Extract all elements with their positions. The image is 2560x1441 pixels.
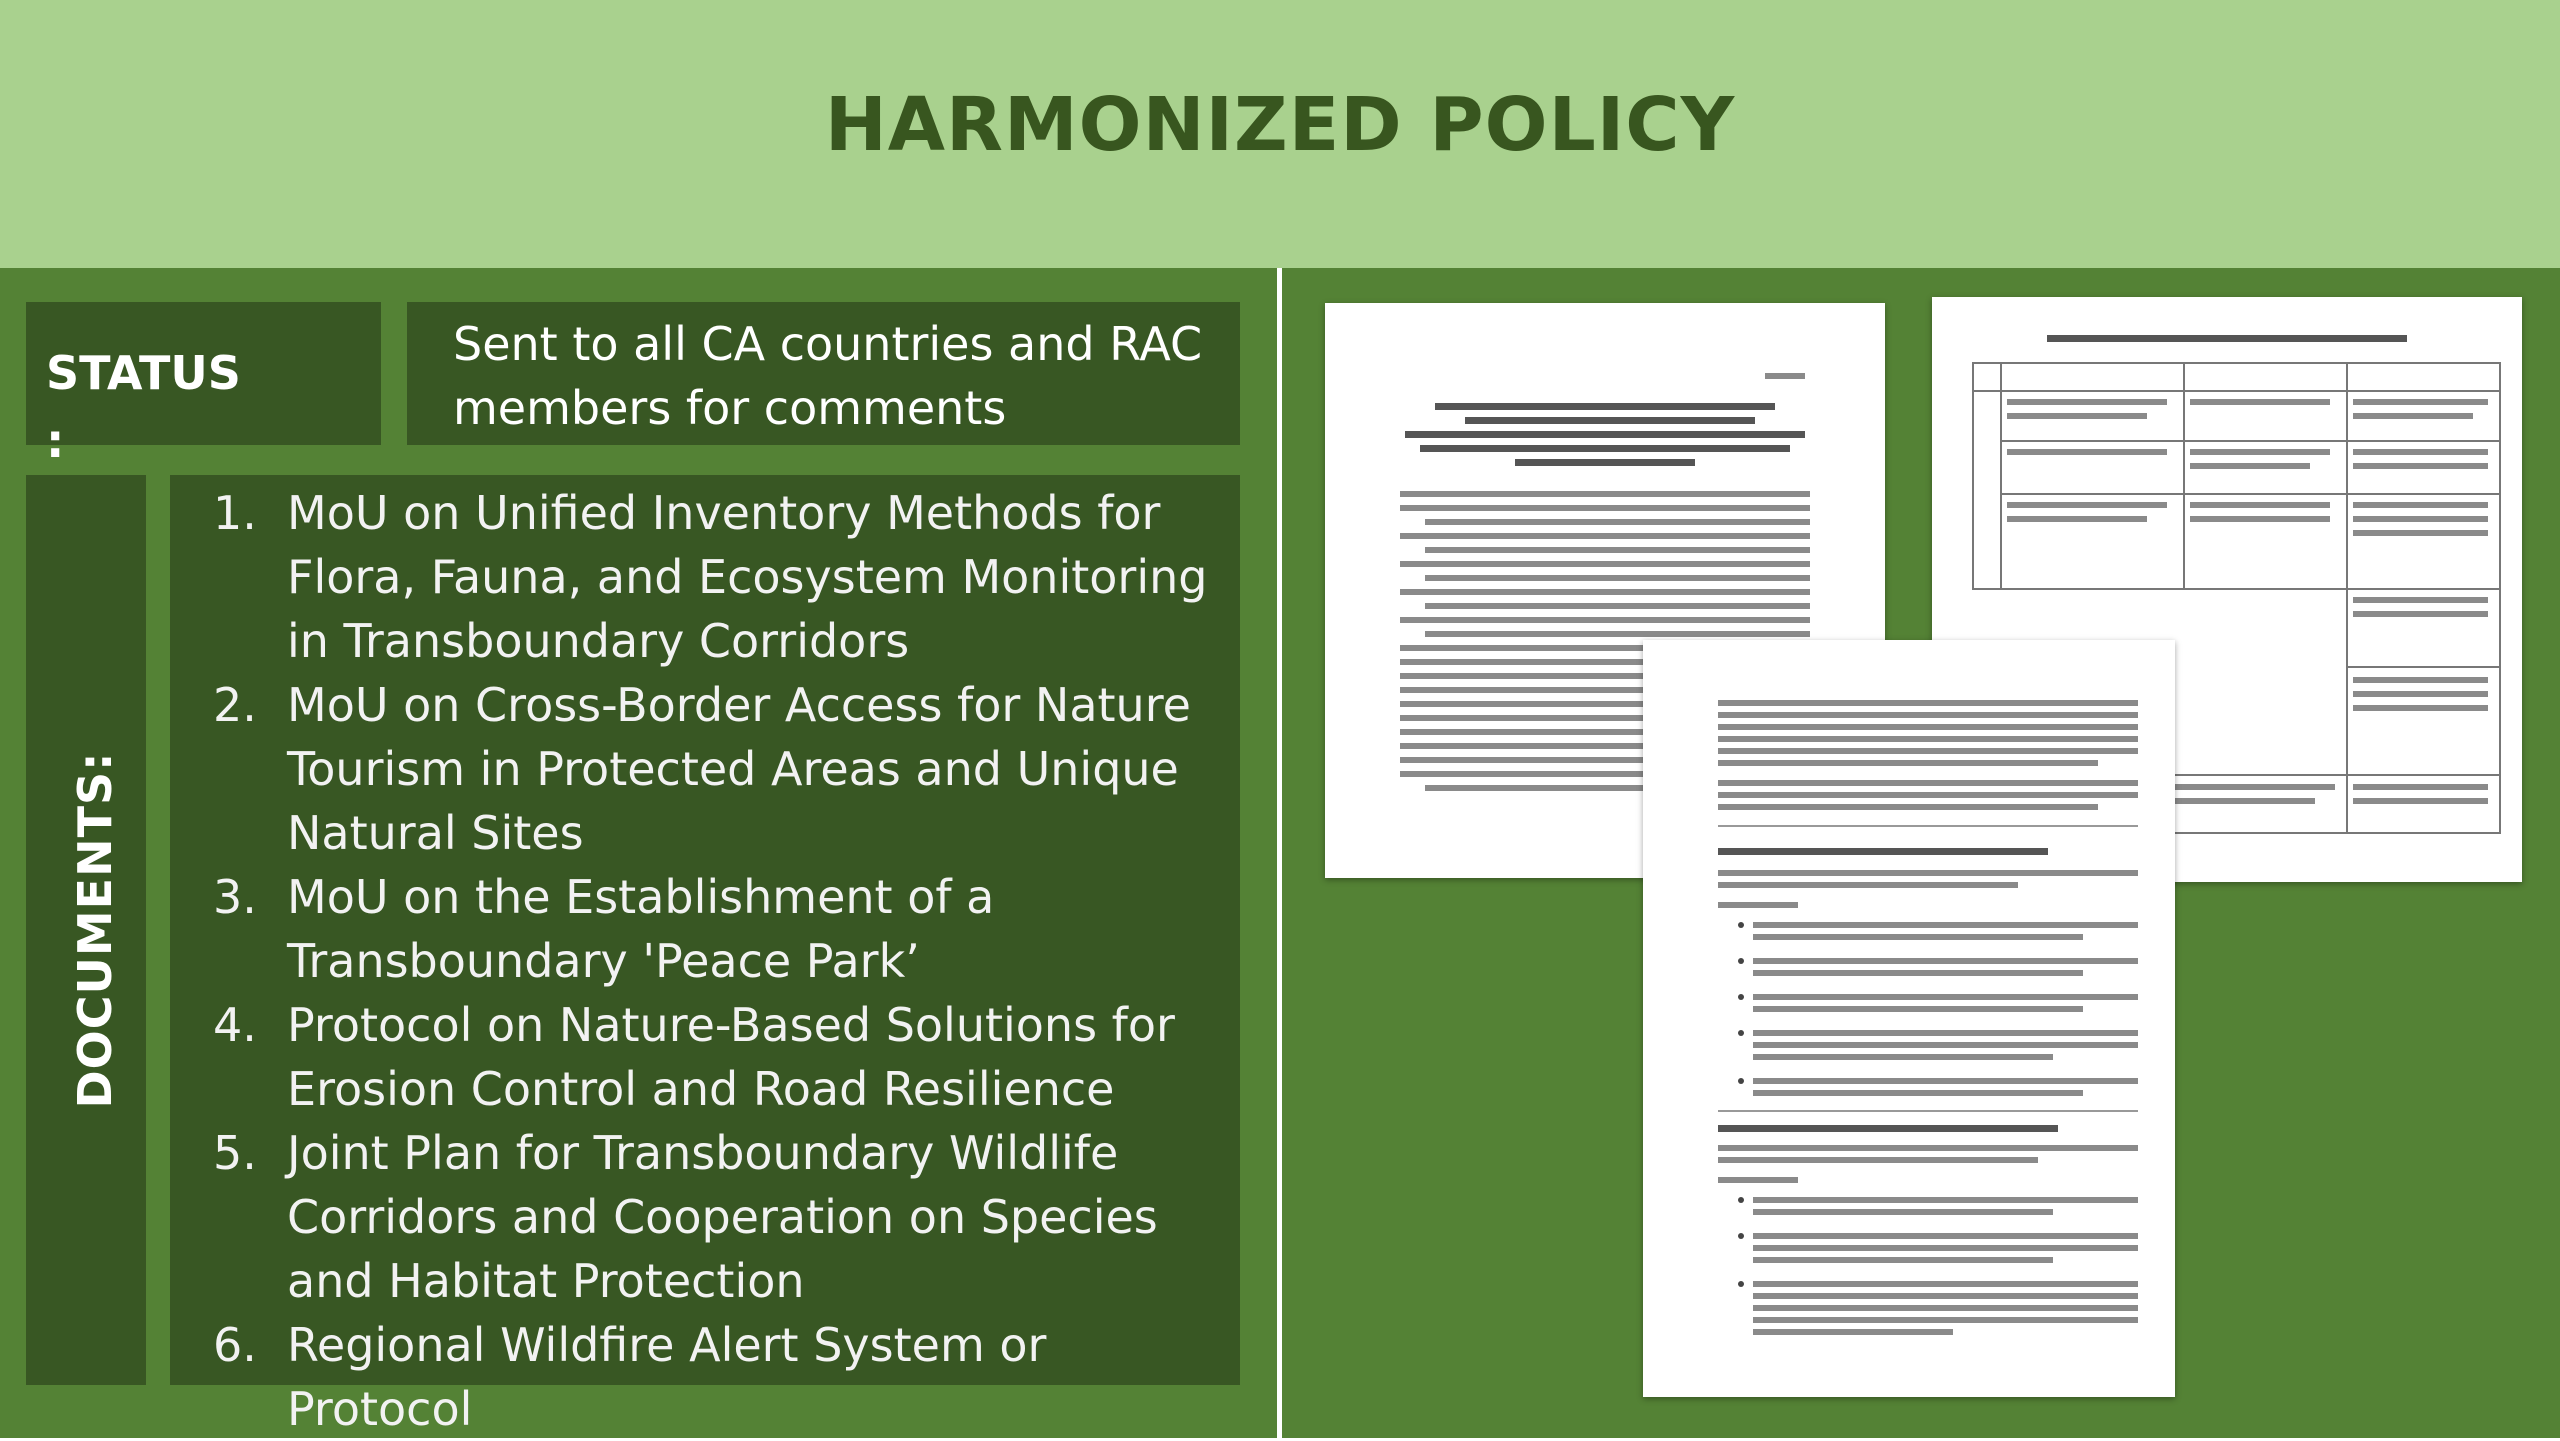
list-item-text: MoU on Cross-Border Access for Nature Tourism in Protected Areas and Unique Natural Sites [287,678,1191,860]
list-item [213,1313,1223,1441]
list-item-number: 2. [213,678,257,732]
status-colon: : [46,414,65,468]
document-thumbnail-analysis [1643,640,2175,1397]
list-item-number: 5. [213,1126,257,1180]
list-item-text: MoU on the Establishment of a Transboundary 'Peace Park’ [287,870,995,988]
list-item [213,865,1223,993]
page-title: HARMONIZED POLICY [824,82,1736,168]
status-label-box [26,302,381,445]
list-item-text: Protocol on Nature-Based Solutions for Erosion Control and Road Resilience [287,998,1175,1116]
list-item-number: 6. [213,1318,257,1372]
list-item-text: MoU on Unified Inventory Methods for Flora, Fauna, and Ecosystem Monitoring in Transboundary Corridors [287,486,1208,668]
status-label: STATUS [46,346,241,400]
list-item [213,481,1223,673]
list-item [213,1121,1223,1313]
list-item-text: Regional Wildfire Alert System or Protocol [287,1318,1047,1436]
status-text-box [407,302,1240,445]
list-item-number: 3. [213,870,257,924]
list-item [213,993,1223,1121]
list-item-text: Joint Plan for Transboundary Wildlife Corridors and Cooperation on Species and Habitat Protection [287,1126,1158,1308]
status-text: Sent to all CA countries and RAC members for comments [453,317,1203,435]
documents-label: DOCUMENTS: [68,751,122,1109]
list-item-number: 1. [213,486,257,540]
list-item-number: 4. [213,998,257,1052]
list-item [213,673,1223,865]
documents-list [213,481,1223,1441]
